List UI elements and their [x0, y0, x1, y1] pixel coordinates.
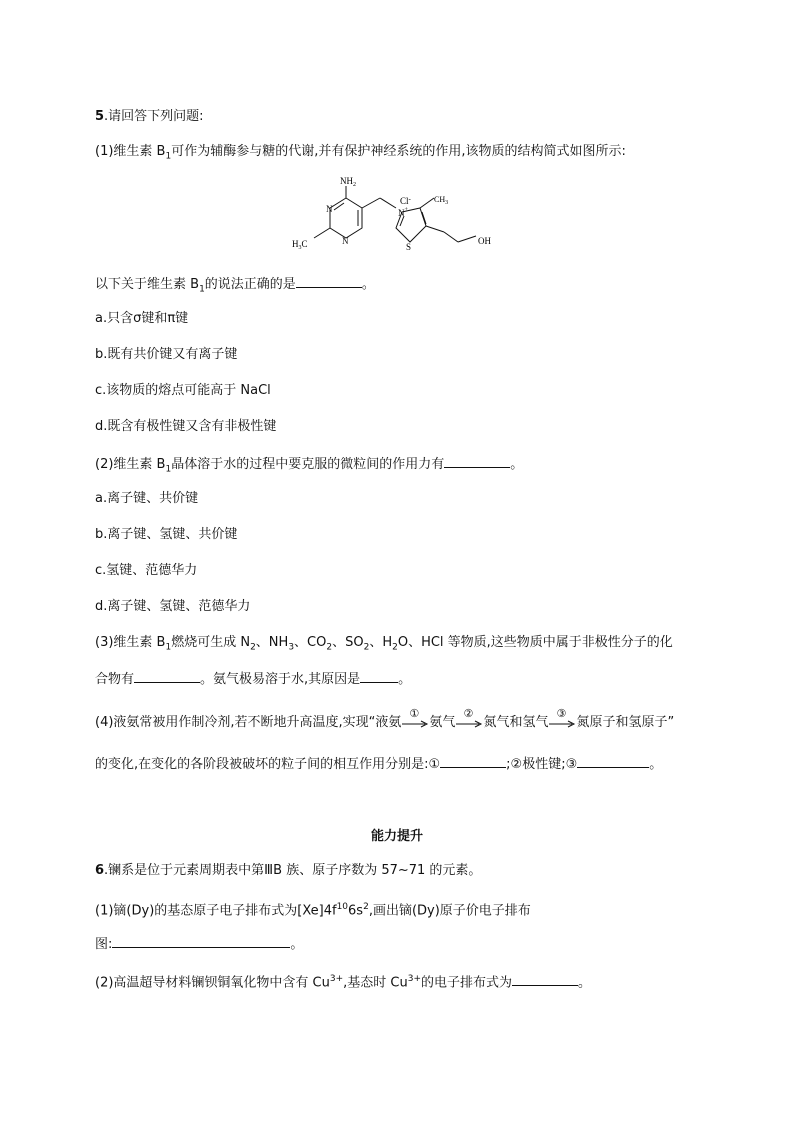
- q6-part1-line2: 图: 。: [95, 934, 303, 954]
- q5-q1-option-a: a.只含σ键和π键: [95, 311, 189, 326]
- q5-q2-stem: (2)维生素 $B_1$晶体溶于水的过程中要克服的微粒间的作用力有 。: [95, 454, 523, 479]
- answer-blank[interactable]: [440, 754, 506, 768]
- q6-part1-line1: (1)镝(Dy)的基态原子电子排布式为$[Xe]4f^{10}6s^2$,画出镝(Dy)原子价电子排布: [95, 902, 531, 919]
- q5-q3-line2: 合物有 。氨气极易溶于水,其原因是 。: [95, 669, 411, 689]
- answer-blank[interactable]: [360, 669, 398, 683]
- q5-q2-option-b: b.离子键、氢键、共价键: [95, 527, 238, 542]
- q5-q2-option-d: d.离子键、氢键、范德华力: [95, 599, 251, 614]
- q5-q4-line1: (4)液氨常被用作制冷剂,若不断地升高温度,实现“液氨 ① 氨气 ② 氮气和氢气 ③ 氮原子和氢原子”: [95, 707, 675, 730]
- q5-q1-option-b: b.既有共价键又有离子键: [95, 347, 238, 362]
- sulfur-label: S: [406, 242, 412, 252]
- ch3-left-label: $H_3C$: [292, 239, 308, 251]
- oh-label: OH: [478, 236, 491, 246]
- nh2-label: $NH_2$: [340, 176, 356, 188]
- answer-blank[interactable]: [296, 274, 362, 288]
- q6-part2: (2)高温超导材料镧钡铜氧化物中含有 $Cu^{3+}$,基态时 $Cu^{3+}$的电子排布式为 。: [95, 974, 592, 991]
- reaction-arrow-3: ③: [548, 714, 576, 732]
- q6-intro: 6.镧系是位于元素周期表中第ⅢB 族、原子序数为 57~71 的元素。: [95, 863, 482, 878]
- q5-part1-text: (1)维生素 $B_1$可作为辅酶参与糖的代谢,并有保护神经系统的作用,该物质的结构简式如图所示:: [95, 144, 626, 162]
- q5-intro: 5.请回答下列问题:: [95, 109, 204, 124]
- q5-q2-option-a: a.离子键、共价键: [95, 491, 199, 506]
- n-plus-label: N+: [398, 207, 408, 218]
- vitamin-b1-structure: [282, 172, 522, 262]
- q5-q1-option-c: c.该物质的熔点可能高于 NaCl: [95, 383, 271, 398]
- section-title: 能力提升: [370, 829, 423, 844]
- answer-blank[interactable]: [577, 754, 649, 768]
- chloride-label: Cl-: [400, 195, 411, 206]
- answer-blank[interactable]: [112, 934, 290, 948]
- q5-q4-line2: 的变化,在变化的各阶段被破坏的粒子间的相互作用分别是:① ;②极性键;③ 。: [95, 754, 662, 774]
- q5-q1-stem: 以下关于维生素 $B_1$的说法正确的是 。: [95, 274, 375, 299]
- q5-q3-line1: (3)维生素 $B_1$燃烧可生成 $N_2$、$NH_3$、$CO_2$、$SO_2$、$H_2O$、HCl 等物质,这些物质中属于非极性分子的化: [95, 635, 673, 653]
- reaction-arrow-1: ①: [401, 714, 429, 732]
- reaction-arrow-2: ②: [455, 714, 483, 732]
- q5-q2-option-c: c.氢键、范德华力: [95, 563, 198, 578]
- answer-blank[interactable]: [512, 972, 578, 986]
- answer-blank[interactable]: [134, 669, 200, 683]
- ring-n-2: N: [342, 236, 349, 246]
- answer-blank[interactable]: [444, 454, 510, 468]
- ring-n-1: N: [326, 204, 333, 214]
- q5-q1-option-d: d.既含有极性键又含有非极性键: [95, 419, 277, 434]
- ch3-right-label: $CH_3$: [434, 195, 449, 206]
